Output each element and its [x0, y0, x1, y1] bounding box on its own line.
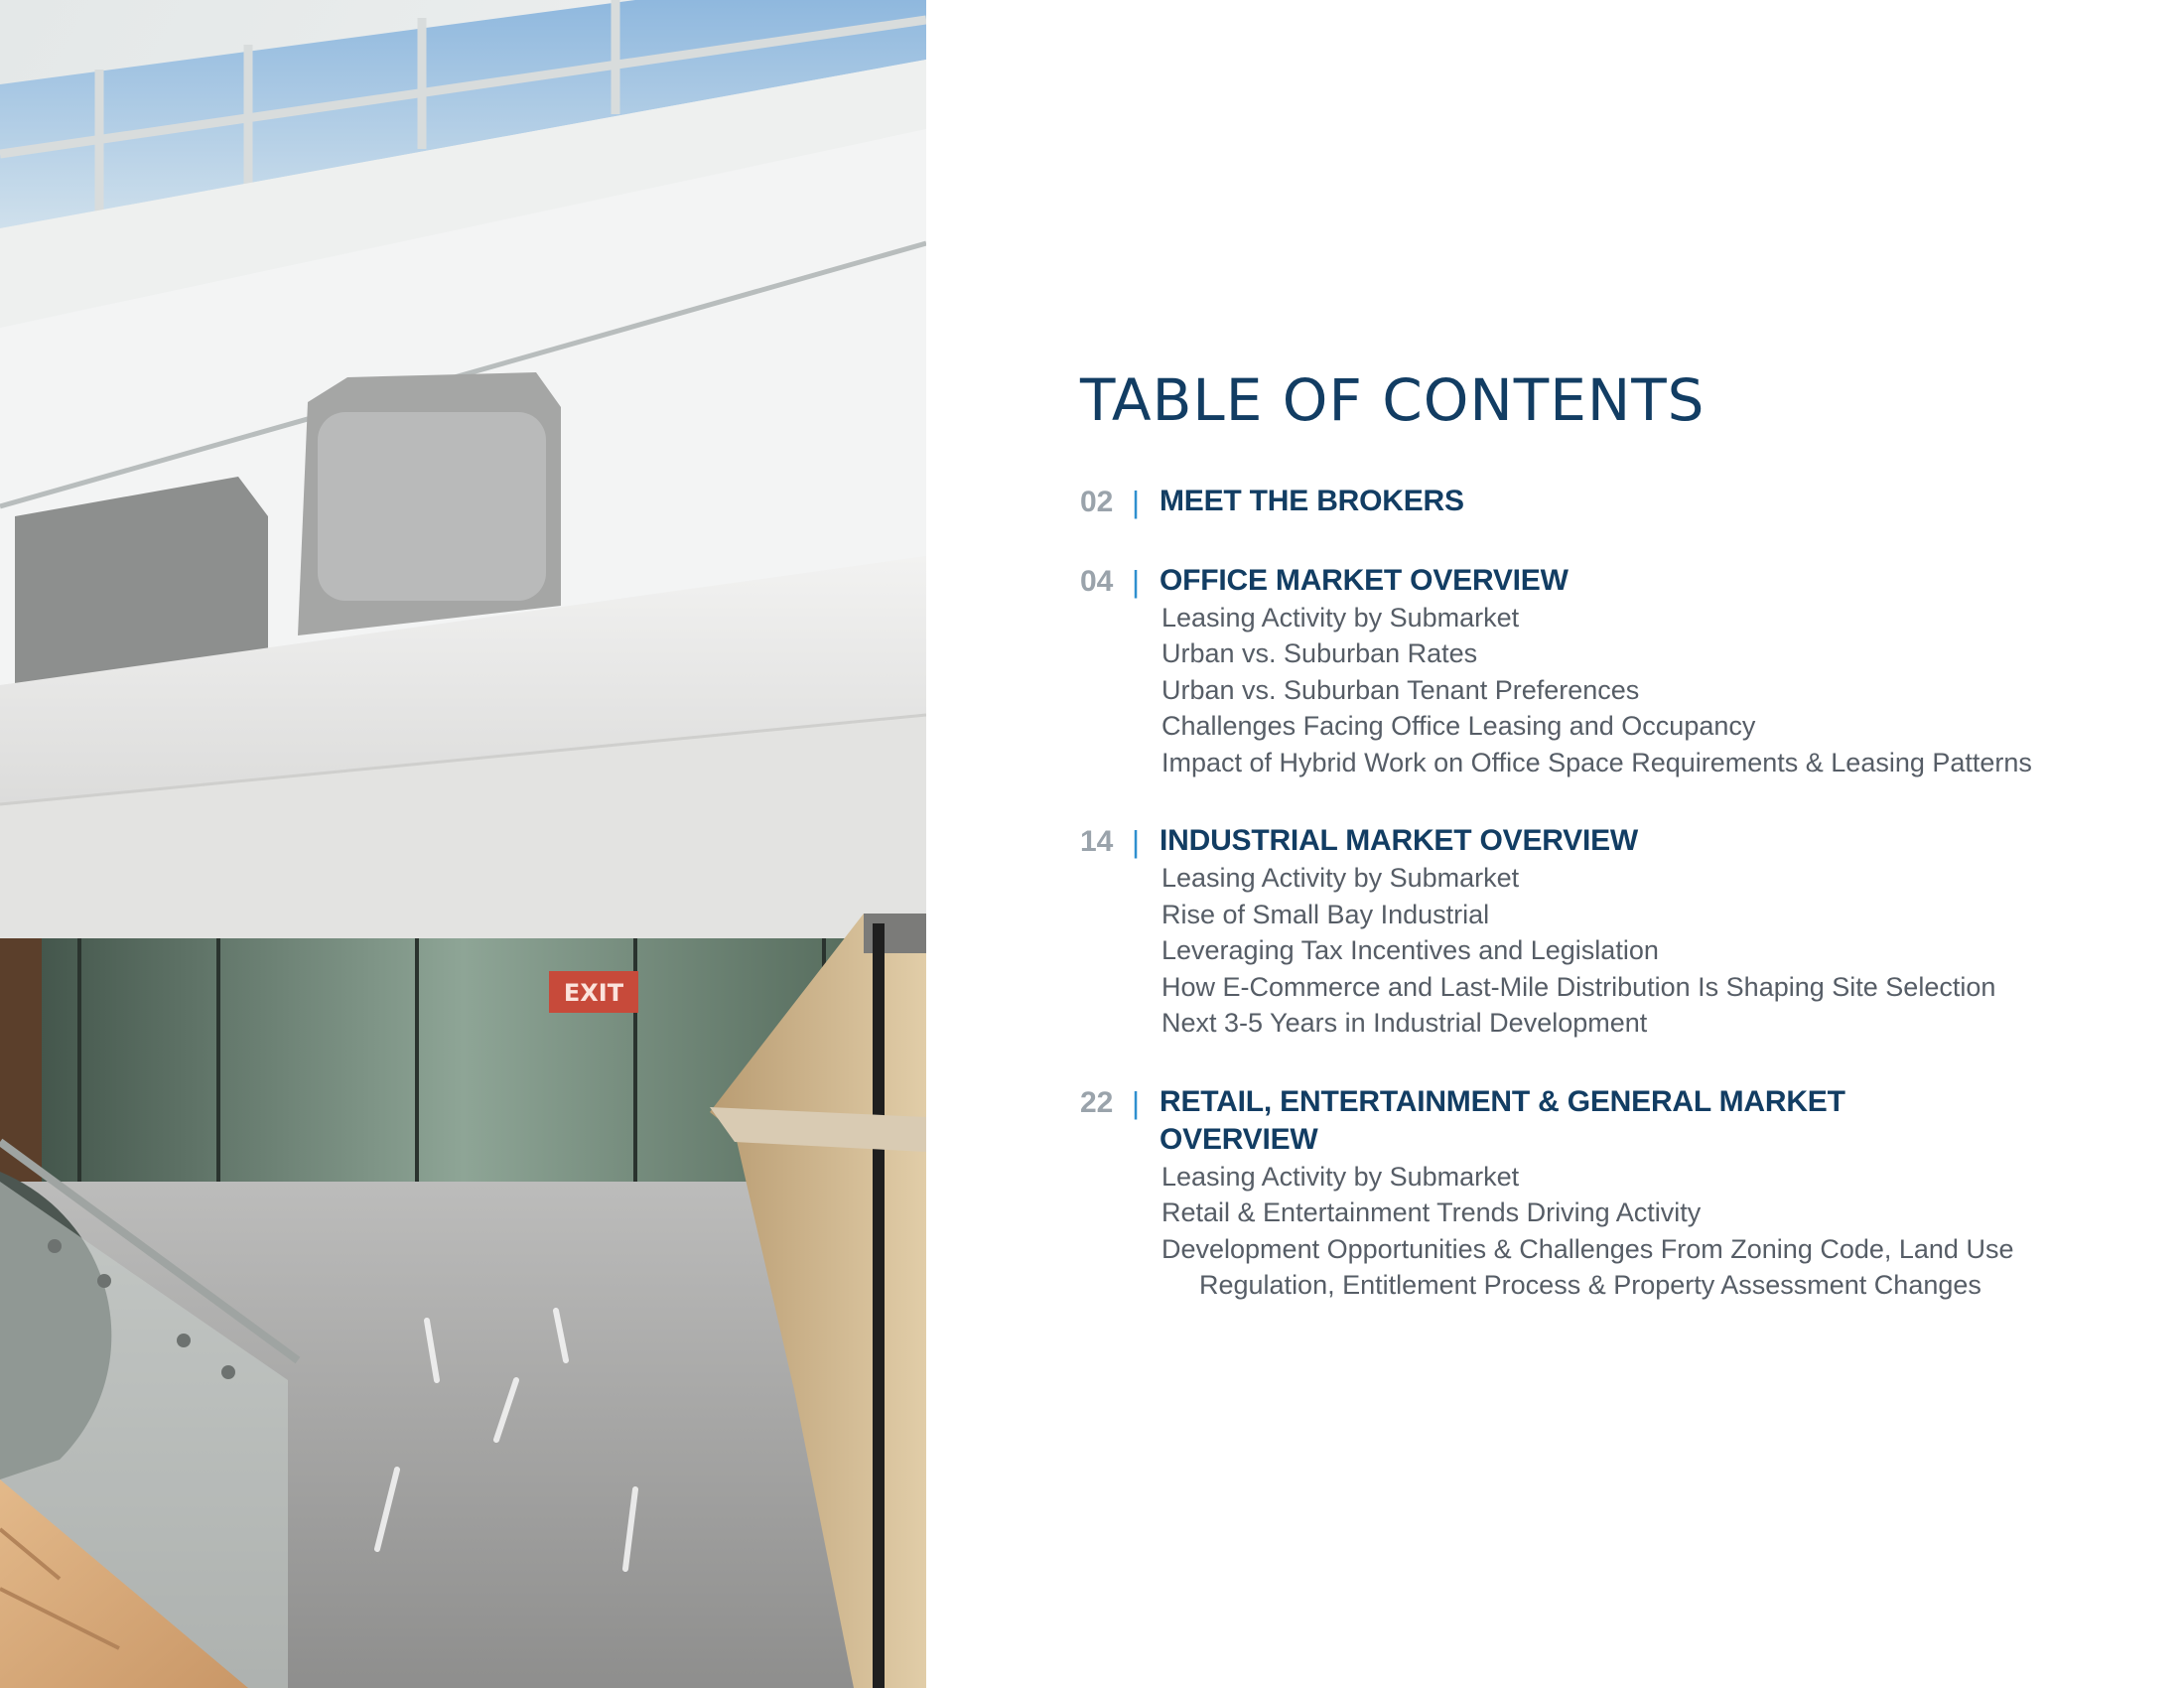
toc-section-meet-the-brokers[interactable]	[1080, 483, 2093, 520]
toc-section-retail-market[interactable]	[1080, 1083, 2093, 1304]
table-of-contents	[1080, 366, 2093, 1345]
list-item[interactable]: Retail & Entertainment Trends Driving Activity	[1161, 1197, 1702, 1228]
list-item[interactable]: Impact of Hybrid Work on Office Space Requirements & Leasing Patterns	[1161, 747, 2032, 777]
list-item[interactable]: Challenges Facing Office Leasing and Occupancy	[1161, 711, 1756, 742]
list-item[interactable]: Leasing Activity by Submarket	[1161, 863, 1520, 894]
list-item[interactable]: Next 3-5 Years in Industrial Development	[1161, 1008, 1648, 1039]
section-heading[interactable]: RETAIL, ENTERTAINMENT & GENERAL MARKET OVERVIEW	[1160, 1084, 1845, 1156]
toc-section-industrial-market[interactable]	[1080, 822, 2093, 1042]
list-item[interactable]: Rise of Small Bay Industrial	[1161, 899, 1490, 929]
section-divider: |	[1132, 484, 1141, 519]
list-item[interactable]: Leasing Activity by Submarket	[1161, 1161, 1520, 1192]
list-item[interactable]: Leveraging Tax Incentives and Legislation	[1161, 935, 1659, 966]
section-item-list	[1161, 1159, 2093, 1304]
toc-title: TABLE OF CONTENTS	[1080, 366, 1706, 434]
list-item[interactable]: Urban vs. Suburban Rates	[1161, 638, 1478, 669]
section-item-list	[1161, 860, 2093, 1042]
section-divider: |	[1132, 824, 1141, 860]
page-number: 14	[1080, 825, 1114, 859]
page-number: 02	[1080, 485, 1114, 518]
section-divider: |	[1132, 1084, 1141, 1120]
section-item-list	[1161, 600, 2093, 781]
page-number: 22	[1080, 1085, 1114, 1119]
list-item[interactable]: Urban vs. Suburban Tenant Preferences	[1161, 674, 1640, 705]
section-heading[interactable]: INDUSTRIAL MARKET OVERVIEW	[1160, 824, 1639, 858]
section-heading[interactable]: OFFICE MARKET OVERVIEW	[1160, 563, 1569, 597]
list-item[interactable]: Development Opportunities & Challenges From Zoning Code, Land Use Regulation, Entitlement Process & Property Assessment Changes	[1161, 1233, 2014, 1301]
list-item[interactable]: Leasing Activity by Submarket	[1161, 602, 1520, 633]
section-heading[interactable]: MEET THE BROKERS	[1160, 484, 1464, 517]
atrium-photo	[0, 0, 926, 1688]
list-item[interactable]: How E-Commerce and Last-Mile Distribution Is Shaping Site Selection	[1161, 971, 1996, 1002]
toc-section-office-market[interactable]	[1080, 562, 2093, 781]
exit-sign-text: EXIT	[563, 979, 624, 1007]
section-divider: |	[1132, 563, 1141, 599]
page-number: 04	[1080, 564, 1114, 598]
